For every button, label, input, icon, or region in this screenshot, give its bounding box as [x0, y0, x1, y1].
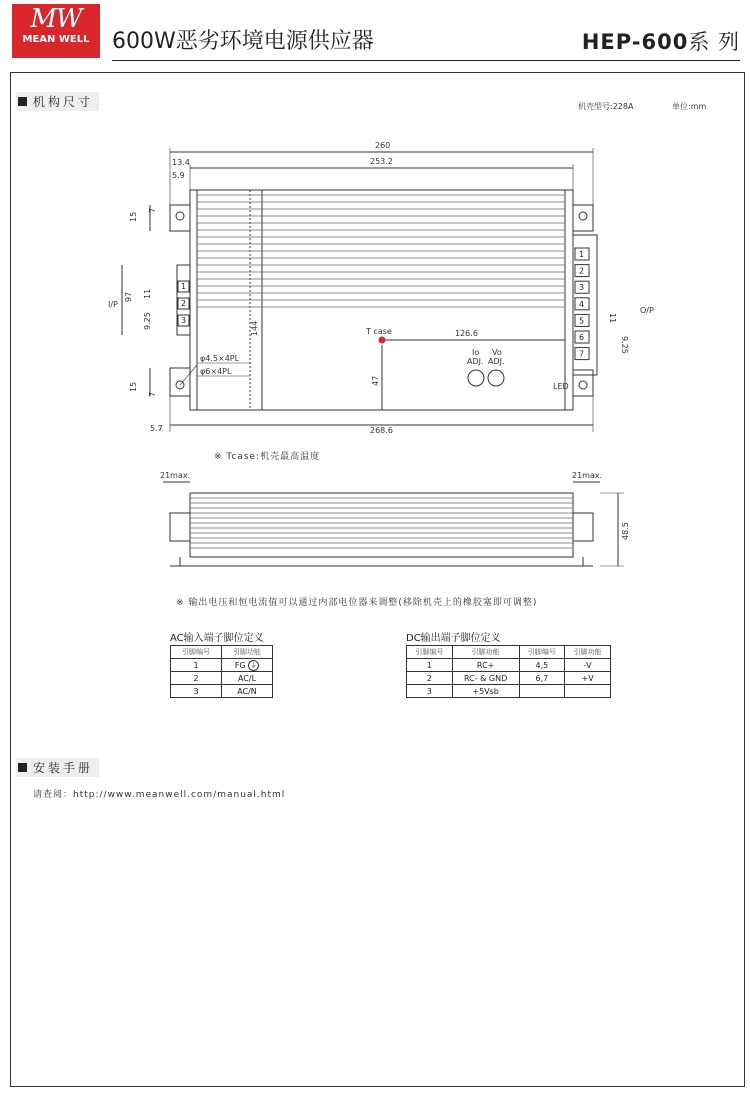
logo-letters: MW: [30, 4, 82, 34]
ac-func-1: [222, 659, 273, 672]
dc-cell: 6,7: [519, 672, 565, 685]
dc-pin-label: 3: [579, 283, 585, 293]
section-mechanical-title: 机构尺寸: [33, 95, 94, 109]
side-view-drawing: [0, 470, 750, 580]
dc-pin-label: 4: [579, 299, 585, 309]
page-title: 600W恶劣环境电源供应器: [112, 29, 374, 54]
dc-table-caption: DC输出端子脚位定义: [406, 633, 501, 644]
tcase-marker: [379, 337, 386, 344]
dc-header-func-a: 引脚功能: [452, 646, 519, 659]
manual-link[interactable]: 请查阅：http://www.meanwell.com/manual.html: [33, 790, 286, 800]
dim-7-top: 7: [148, 207, 157, 213]
hole-br: [579, 381, 587, 389]
dc-pin-label: 6: [579, 333, 585, 342]
ac-pin-label: 1: [181, 282, 187, 291]
flange-tl: [170, 205, 190, 231]
ac-header-func: 引脚功能: [222, 646, 273, 659]
flange-tr: [573, 205, 593, 231]
dim-13-4: 13.4: [172, 158, 190, 167]
led-label: LED: [553, 382, 569, 391]
dc-cell: +5Vsb: [452, 685, 519, 698]
ac-pin-table: [170, 645, 273, 698]
dim-11: 11: [143, 288, 152, 299]
flange-br: [573, 370, 593, 396]
logo-text: MEAN WELL: [22, 34, 90, 45]
side-right-21max: 21max.: [572, 471, 603, 480]
ac-pin-label: 3: [181, 316, 187, 325]
section-manual: [16, 758, 99, 777]
ac-pin-2: 2: [171, 672, 222, 685]
dc-pin-label: 5: [579, 316, 585, 326]
dc-header-pin-a: 引脚编号: [407, 646, 453, 659]
table-row: [407, 659, 611, 672]
ac-pin-1: 1: [171, 659, 222, 672]
case-info: 机壳型号:228A: [578, 102, 634, 111]
table-row: [171, 685, 273, 698]
series-suffix: 系 列: [688, 30, 740, 54]
section-manual-title: 安装手册: [33, 761, 94, 775]
flange-bl: [170, 368, 190, 396]
dim-144: 144: [250, 320, 259, 336]
dc-cell: RC- & GND: [452, 672, 519, 685]
ac-pin-label: 2: [181, 299, 187, 308]
table-row: [171, 672, 273, 685]
dc-pin-table: [406, 645, 611, 698]
vo-label: Vo: [492, 348, 502, 357]
dc-cell: 4,5: [519, 659, 565, 672]
dim-7-bot: 7: [148, 391, 157, 397]
dim-97: 97: [124, 291, 133, 302]
dc-cell: +V: [565, 672, 611, 685]
unit-info: 单位:mm: [672, 102, 707, 111]
dc-pin-label: 7: [579, 349, 585, 359]
io-label: Io: [472, 348, 480, 357]
ground-icon: ⏚: [250, 660, 258, 669]
top-view-drawing: [0, 0, 750, 470]
dim-11-right: 11: [608, 313, 617, 324]
dc-cell: [565, 685, 611, 698]
hole-tr: [579, 212, 587, 220]
dc-header-func-b: 引脚功能: [565, 646, 611, 659]
dc-header-pin-b: 引脚编号: [519, 646, 565, 659]
tcase-label: T case: [366, 327, 392, 336]
dc-cell: 3: [407, 685, 453, 698]
vo-adj-label: ADJ.: [488, 357, 505, 366]
section-square-icon: [18, 763, 27, 772]
dim-9-25-left: 9.25: [143, 312, 152, 330]
ip-label: I/P: [108, 300, 118, 309]
hole-small-label: φ4.5×4PL: [200, 354, 240, 363]
dim-15-top: 15: [129, 211, 138, 222]
dc-cell: 2: [407, 672, 453, 685]
table-row: [407, 672, 611, 685]
dc-pin-label: 1: [579, 250, 585, 259]
ac-func-2: AC/L: [222, 672, 273, 685]
dc-cell: -V: [565, 659, 611, 672]
ac-header-pin: 引脚编号: [171, 646, 222, 659]
io-adj-label: ADJ.: [467, 357, 484, 366]
op-label: O/P: [640, 306, 654, 315]
dim-9-25-right: 9.25: [620, 336, 629, 354]
tcase-note: ※ Tcase:机壳最高温度: [214, 452, 321, 462]
dim-260: 260: [375, 141, 391, 150]
ac-func-3: AC/N: [222, 685, 273, 698]
adjust-note: ※ 输出电压和恒电流值可以通过内部电位器来调整(移除机壳上的橡胶塞即可调整): [176, 598, 538, 608]
series-model: HEP-600: [581, 30, 689, 54]
dc-cell: [519, 685, 565, 698]
dc-pin-label: 2: [579, 266, 585, 276]
hole-tl: [176, 212, 184, 220]
dim-47: 47: [371, 375, 380, 386]
table-row: [171, 659, 273, 672]
hole-big-label: φ6×4PL: [200, 367, 232, 376]
side-left-21max: 21max.: [160, 471, 191, 480]
dim-5-7: 5.7: [150, 424, 163, 433]
dim-15-bot: 15: [129, 381, 138, 392]
dim-126-6: 126.6: [455, 329, 478, 338]
dc-cell: RC+: [452, 659, 519, 672]
side-48-5: 48.5: [621, 522, 630, 540]
dim-268-6: 268.6: [370, 426, 393, 435]
ac-pin-3: 3: [171, 685, 222, 698]
dim-253-2: 253.2: [370, 157, 393, 166]
dc-cell: 1: [407, 659, 453, 672]
table-row: [407, 685, 611, 698]
dim-5-9: 5.9: [172, 171, 185, 180]
ac-table-caption: AC输入端子脚位定义: [170, 633, 264, 644]
ac-func-1-text: FG: [234, 660, 246, 670]
